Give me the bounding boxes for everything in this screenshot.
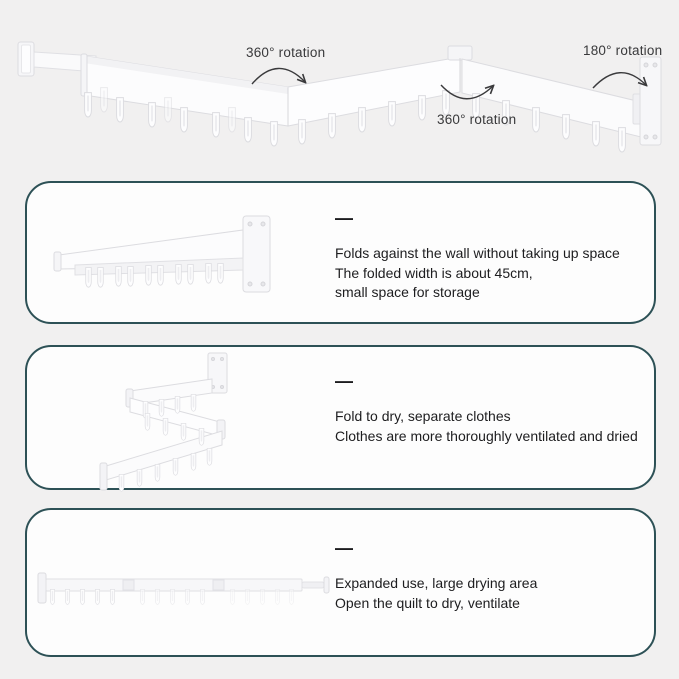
feature-line: small space for storage	[335, 284, 480, 300]
rotation-arrow-icon	[252, 68, 305, 84]
feature-line: Expanded use, large drying area	[335, 575, 538, 591]
rotation-annotation-right: 180° rotation	[583, 43, 663, 58]
rotation-annotation-middle: 360° rotation	[437, 112, 517, 127]
rotation-arrow-icon	[593, 73, 646, 88]
hero-section	[0, 0, 679, 176]
feature-panel-extended	[25, 508, 656, 657]
zigzag-drying-rack-illustration	[0, 0, 679, 176]
feature-line: Clothes are more thoroughly ventilated and dried	[335, 427, 638, 444]
feature-line: The folded width is about 45cm,	[335, 264, 533, 281]
feature-panel-zfold	[25, 345, 656, 490]
rotation-annotation-left: 360° rotation	[246, 45, 326, 60]
folded-rack-illustration	[47, 208, 307, 318]
panel-text	[335, 209, 620, 303]
dash-marker: —	[335, 208, 353, 228]
zfolded-rack-illustration	[72, 351, 292, 493]
feature-panel-folded	[25, 181, 656, 324]
extended-rack-illustration	[35, 565, 335, 627]
feature-line: Folds against the wall without taking up space	[335, 245, 620, 261]
panel-text	[335, 539, 537, 613]
dash-marker: —	[335, 538, 353, 558]
dash-marker: —	[335, 371, 353, 391]
feature-line: Fold to dry, separate clothes	[335, 408, 511, 424]
rack-pegs	[50, 589, 293, 604]
feature-line: Open the quilt to dry, ventilate	[335, 594, 520, 611]
panel-text	[335, 372, 638, 446]
